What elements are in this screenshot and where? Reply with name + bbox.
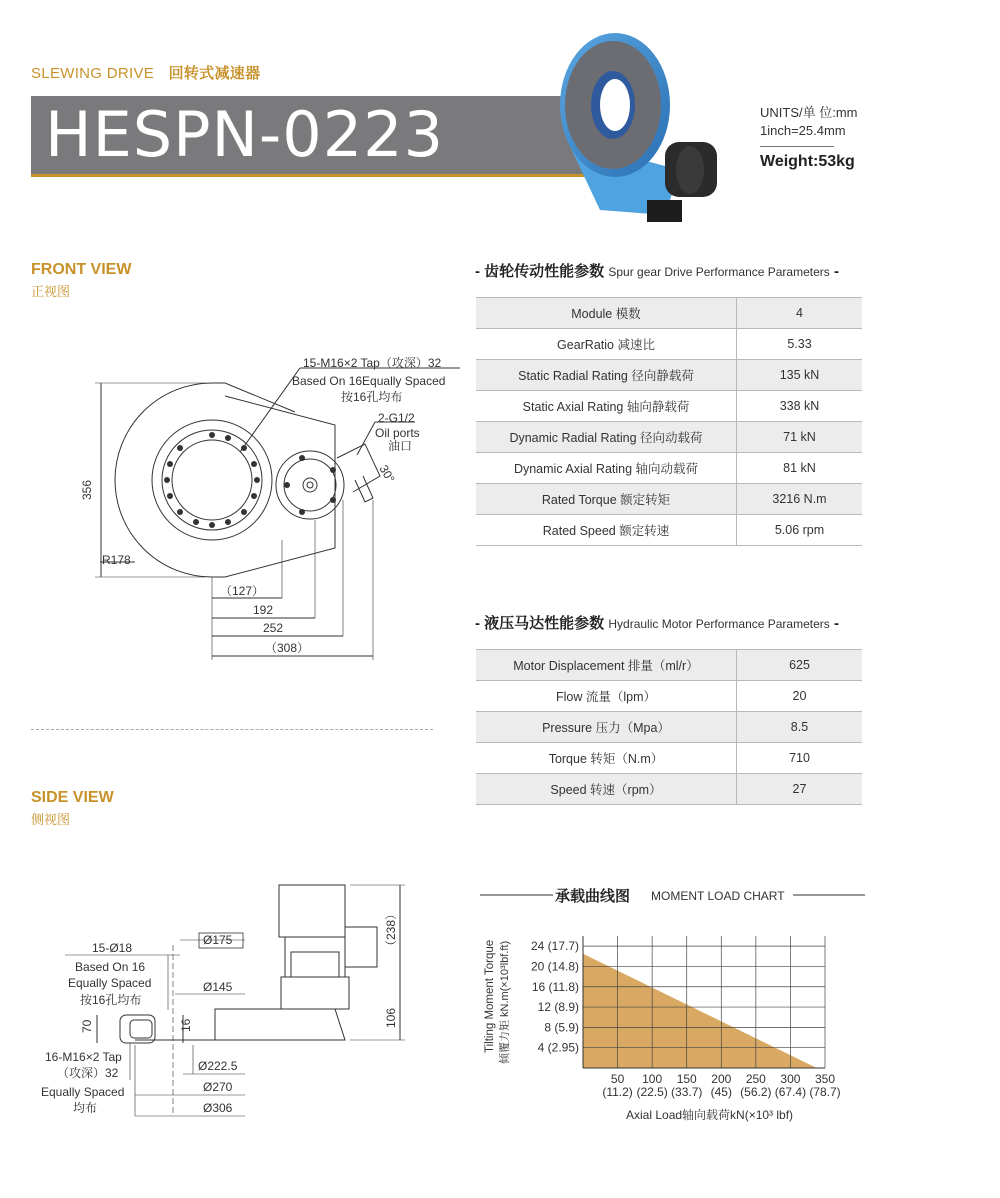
y-tick-label: 16 (11.8) bbox=[531, 979, 579, 994]
table-row bbox=[476, 515, 862, 546]
section-divider bbox=[31, 729, 433, 730]
table-row bbox=[476, 484, 862, 515]
side-view-title: SIDE VIEW bbox=[31, 789, 114, 806]
param-value: 4 bbox=[737, 298, 863, 329]
param-label: Dynamic Axial Rating 轴向动载荷 bbox=[476, 453, 737, 484]
table-row bbox=[476, 360, 862, 391]
dim-70: 70 bbox=[80, 1019, 94, 1033]
inch-conversion: 1inch=25.4mm bbox=[760, 123, 846, 138]
front-radius-r178: R178 bbox=[102, 553, 131, 567]
hydraulic-title-en: Hydraulic Motor Performance Parameters bbox=[608, 617, 830, 631]
y-tick-label: 4 (2.95) bbox=[537, 1040, 579, 1055]
title-banner bbox=[31, 96, 591, 177]
param-label: Pressure 压力（Mpa） bbox=[476, 712, 737, 743]
side-view-drawing bbox=[35, 880, 415, 1125]
x-tick-sublabel: (67.4) bbox=[774, 1085, 807, 1099]
table-row bbox=[476, 391, 862, 422]
side-eq-cn: 均布 bbox=[73, 1101, 98, 1115]
table-row bbox=[476, 774, 862, 805]
x-tick-sublabel: (22.5) bbox=[636, 1085, 668, 1099]
front-holes-cn: 按16孔均布 bbox=[341, 390, 403, 404]
table-row bbox=[476, 681, 862, 712]
units-divider bbox=[760, 146, 834, 147]
x-tick-label: 200 bbox=[711, 1072, 732, 1086]
param-value: 3216 N.m bbox=[737, 484, 863, 515]
param-label: Rated Torque 额定转矩 bbox=[476, 484, 737, 515]
param-label: Flow 流量（lpm） bbox=[476, 681, 737, 712]
param-label: Static Axial Rating 轴向静载荷 bbox=[476, 391, 737, 422]
table-row bbox=[476, 453, 862, 484]
side-holes-label: 15-Ø18 bbox=[92, 941, 133, 955]
dim-192: 192 bbox=[253, 603, 274, 617]
spur-gear-title-en: Spur gear Drive Performance Parameters bbox=[608, 265, 830, 279]
chart-ylabel-en: Tilting Moment Torque bbox=[484, 939, 496, 1053]
side-tap1: 16-M16×2 Tap bbox=[45, 1050, 122, 1064]
param-label: GearRatio 减速比 bbox=[476, 329, 737, 360]
dim-127: （127） bbox=[220, 584, 265, 598]
oil-ports-spec: 2-G1/2 bbox=[378, 411, 415, 425]
units-line: UNITS/单 位:mm bbox=[760, 105, 858, 120]
category-label bbox=[31, 62, 260, 83]
param-label: Motor Displacement 排量（ml/r） bbox=[476, 650, 737, 681]
dim-252: 252 bbox=[263, 621, 284, 635]
param-value: 27 bbox=[737, 774, 863, 805]
dim-d2225: Ø222.5 bbox=[198, 1059, 238, 1073]
chart-xlabel: Axial Load轴向载荷kN(×10³ lbf) bbox=[626, 1108, 794, 1122]
front-view-heading bbox=[31, 261, 131, 300]
param-value: 81 kN bbox=[737, 453, 863, 484]
front-view-title-cn: 正视图 bbox=[31, 284, 71, 299]
param-value: 20 bbox=[737, 681, 863, 712]
hydraulic-title-cn: 液压马达性能参数 bbox=[484, 615, 605, 632]
y-tick-label: 24 (17.7) bbox=[530, 939, 579, 954]
spur-gear-title: - 齿轮传动性能参数 Spur gear Drive Performance Parameters - bbox=[475, 263, 839, 280]
dim-106: 106 bbox=[384, 1007, 398, 1028]
front-tap-label: 15-M16×2 Tap（攻深）32 bbox=[303, 356, 442, 370]
oil-ports-label: Oil ports bbox=[375, 426, 420, 440]
dim-16: 16 bbox=[179, 1018, 193, 1032]
y-tick-label: 20 (14.8) bbox=[530, 959, 579, 974]
table-row bbox=[476, 298, 862, 329]
product-image bbox=[555, 30, 725, 230]
front-based-label: Based On 16Equally Spaced bbox=[292, 374, 446, 388]
side-eq1: Equally Spaced bbox=[41, 1085, 125, 1099]
param-label: Static Radial Rating 径向静载荷 bbox=[476, 360, 737, 391]
chart-title-en: MOMENT LOAD CHART bbox=[651, 889, 785, 903]
param-value: 625 bbox=[737, 650, 863, 681]
oil-ports-cn: 油口 bbox=[388, 439, 413, 453]
table-row bbox=[476, 422, 862, 453]
param-value: 5.06 rpm bbox=[737, 515, 863, 546]
x-tick-label: 50 bbox=[610, 1072, 625, 1086]
front-view-title: FRONT VIEW bbox=[31, 261, 132, 278]
param-label: Speed 转速（rpm） bbox=[476, 774, 737, 805]
front-height-356: 356 bbox=[80, 479, 94, 500]
side-based1: Based On 16 bbox=[75, 960, 146, 974]
spur-gear-table bbox=[476, 297, 862, 546]
dim-d145: Ø145 bbox=[203, 980, 233, 994]
chart-title-cn: 承载曲线图 bbox=[555, 888, 631, 905]
param-value: 5.33 bbox=[737, 329, 863, 360]
front-view-drawing bbox=[75, 350, 475, 665]
dim-238: （238） bbox=[384, 907, 398, 952]
category-en: SLEWING DRIVE bbox=[31, 65, 155, 82]
x-tick-sublabel: (33.7) bbox=[671, 1085, 703, 1099]
side-based2: Equally Spaced bbox=[68, 976, 152, 990]
side-view-heading bbox=[31, 789, 114, 828]
param-value: 8.5 bbox=[737, 712, 863, 743]
chart-plot-area bbox=[531, 936, 841, 1099]
param-value: 135 kN bbox=[737, 360, 863, 391]
param-label: Rated Speed 额定转速 bbox=[476, 515, 737, 546]
x-tick-label: 100 bbox=[642, 1072, 663, 1086]
table-row bbox=[476, 712, 862, 743]
moment-load-chart bbox=[475, 878, 870, 1128]
x-tick-label: 150 bbox=[676, 1072, 697, 1086]
table-row bbox=[476, 329, 862, 360]
oil-angle: 30° bbox=[376, 462, 398, 486]
param-value: 710 bbox=[737, 743, 863, 774]
param-label: Module 模数 bbox=[476, 298, 737, 329]
x-tick-sublabel: (45) bbox=[710, 1085, 732, 1099]
units-block bbox=[760, 104, 858, 171]
dim-d175: Ø175 bbox=[203, 933, 233, 947]
y-tick-label: 8 (5.9) bbox=[544, 1020, 579, 1035]
x-tick-sublabel: (78.7) bbox=[809, 1085, 841, 1099]
hydraulic-table bbox=[476, 649, 862, 805]
param-label: Torque 转矩（N.m） bbox=[476, 743, 737, 774]
spur-gear-title-cn: 齿轮传动性能参数 bbox=[484, 263, 605, 280]
dim-d306: Ø306 bbox=[203, 1101, 233, 1115]
category-cn: 回转式减速器 bbox=[168, 65, 261, 82]
dim-d270: Ø270 bbox=[203, 1080, 233, 1094]
load-area bbox=[583, 954, 817, 1068]
table-row bbox=[476, 743, 862, 774]
table-row bbox=[476, 650, 862, 681]
dim-308: （308） bbox=[265, 641, 310, 655]
hydraulic-title: - 液压马达性能参数 Hydraulic Motor Performance Parameters - bbox=[475, 615, 839, 632]
y-tick-label: 12 (8.9) bbox=[537, 1000, 579, 1015]
weight: Weight:53kg bbox=[760, 153, 855, 170]
chart-ylabel-cn: 倾覆力矩 kN.m(×10³lbf.ft) bbox=[499, 940, 511, 1064]
x-tick-label: 300 bbox=[780, 1072, 801, 1086]
param-value: 71 kN bbox=[737, 422, 863, 453]
model-title: HESPN-0223 bbox=[45, 98, 445, 171]
side-based-cn: 按16孔均布 bbox=[80, 993, 142, 1007]
x-tick-sublabel: (56.2) bbox=[740, 1085, 772, 1099]
side-view-title-cn: 侧视图 bbox=[31, 812, 71, 827]
x-tick-label: 350 bbox=[814, 1072, 836, 1086]
param-value: 338 kN bbox=[737, 391, 863, 422]
side-tap2: （攻深）32 bbox=[57, 1066, 119, 1080]
x-tick-sublabel: (11.2) bbox=[602, 1085, 633, 1099]
param-label: Dynamic Radial Rating 径向动载荷 bbox=[476, 422, 737, 453]
x-tick-label: 250 bbox=[745, 1072, 766, 1086]
